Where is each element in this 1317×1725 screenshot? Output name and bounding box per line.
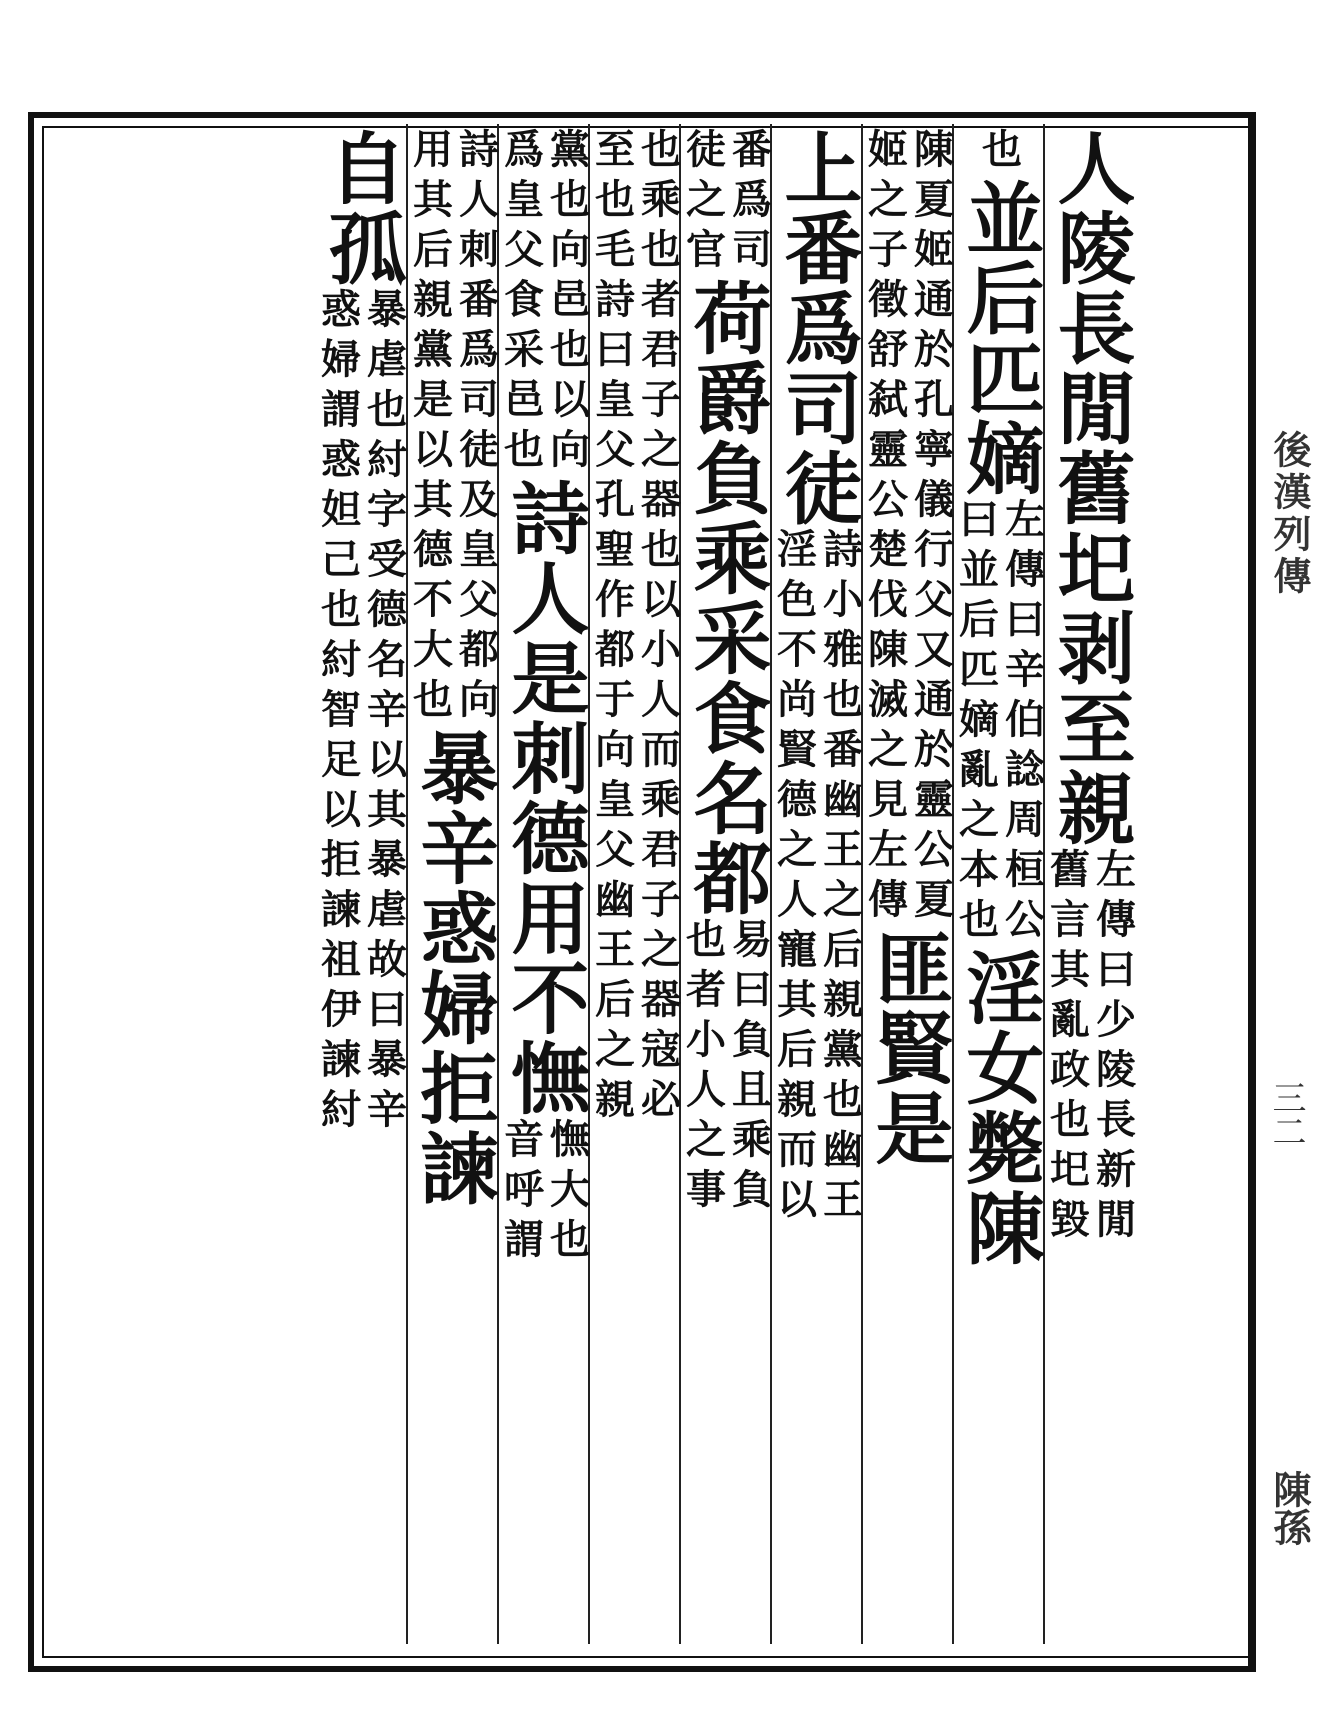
main-text: 匪賢是 xyxy=(862,928,954,1168)
annotation-line: 曰並后匹嫡亂之本也 xyxy=(952,498,1000,948)
annotation-line: 陳夏姬通於孔寧儀行父又通於靈公夏 xyxy=(907,128,955,928)
annotation xyxy=(499,128,589,478)
main-text: 自孤 xyxy=(315,128,407,288)
annotation xyxy=(772,528,862,1228)
annotation-line: 黨也向邑也以向 xyxy=(543,128,591,478)
main-text: 淫女斃陳 xyxy=(953,948,1045,1268)
main-text: 人陵長閒舊圯剥至親 xyxy=(1044,128,1136,848)
annotation xyxy=(408,128,498,728)
annotation-line: 也乘也者君子之器也以小人而乘君子之器寇必 xyxy=(634,128,682,1128)
annotation-line: 音呼謂 xyxy=(497,1118,545,1268)
text-block xyxy=(42,124,1137,1644)
annotation-line: 徒之官 xyxy=(679,128,727,278)
text-column-8 xyxy=(406,124,500,1644)
margin-heading: 後漢列傳 xyxy=(1267,430,1312,598)
margin-foot: 陳孫 xyxy=(1267,1470,1312,1546)
text-column-2 xyxy=(952,124,1046,1644)
annotation xyxy=(590,128,680,1128)
text-column-5 xyxy=(679,124,773,1644)
annotation-line: 暴虐也紂字受德名辛以其暴虐故曰暴辛 xyxy=(360,288,408,1138)
annotation-line: 姬之子徵舒弑靈公楚伐陳滅之見左傳 xyxy=(861,128,909,928)
text-column-4 xyxy=(770,124,864,1644)
annotation-line: 用其后親黨是以其德不大也 xyxy=(406,128,454,728)
annotation-line: 左傳曰少陵長新閒 xyxy=(1089,848,1137,1248)
annotation-line: 舊言其亂政也圯毀 xyxy=(1043,848,1091,1248)
annotation xyxy=(681,128,771,278)
annotation-line: 至也毛詩曰皇父孔聖作都于向皇父幽王后之親 xyxy=(588,128,636,1128)
text-column-9 xyxy=(315,124,406,1644)
annotation-line: 憮大也 xyxy=(543,1118,591,1268)
main-text: 暴辛惑婦拒諫 xyxy=(407,728,499,1208)
text-column-1 xyxy=(1043,124,1137,1644)
annotation-line: 詩人刺番爲司徒及皇父都向 xyxy=(452,128,500,728)
annotation-line: 易曰負且乘負 xyxy=(725,918,773,1218)
annotation-line: 詩小雅也番幽王之后親黨也幽王 xyxy=(816,528,864,1228)
annotation-line: 爲皇父食采邑也 xyxy=(497,128,545,478)
annotation xyxy=(954,498,1044,948)
annotation-line: 也 xyxy=(975,128,1023,178)
annotation xyxy=(1045,848,1135,1248)
page-number: 三二 xyxy=(1266,1080,1306,1148)
annotation xyxy=(681,918,771,1218)
annotation-line: 番爲司 xyxy=(725,128,773,278)
annotation-line: 也者小人之事 xyxy=(679,918,727,1218)
annotation-line: 惑婦謂惑妲己也紂智足以拒諫祖伊諫紂 xyxy=(314,288,362,1138)
annotation xyxy=(499,1118,589,1268)
page-edge xyxy=(1248,0,1302,1725)
main-text: 荷爵負乘采食名都 xyxy=(680,278,772,918)
main-text: 上番爲司徒 xyxy=(771,128,863,528)
annotation xyxy=(863,128,953,928)
main-text: 並后匹嫡 xyxy=(953,178,1045,498)
spine-bar xyxy=(1248,112,1256,1672)
text-column-7 xyxy=(497,124,591,1644)
text-column-6 xyxy=(588,124,682,1644)
annotation-line: 淫色不尚賢德之人寵其后親而以 xyxy=(770,528,818,1228)
annotation xyxy=(316,288,406,1138)
main-text: 詩人是刺德用不憮 xyxy=(498,478,590,1118)
text-column-3 xyxy=(861,124,955,1644)
annotation-line: 左傳曰辛伯諗周桓公 xyxy=(998,498,1046,948)
